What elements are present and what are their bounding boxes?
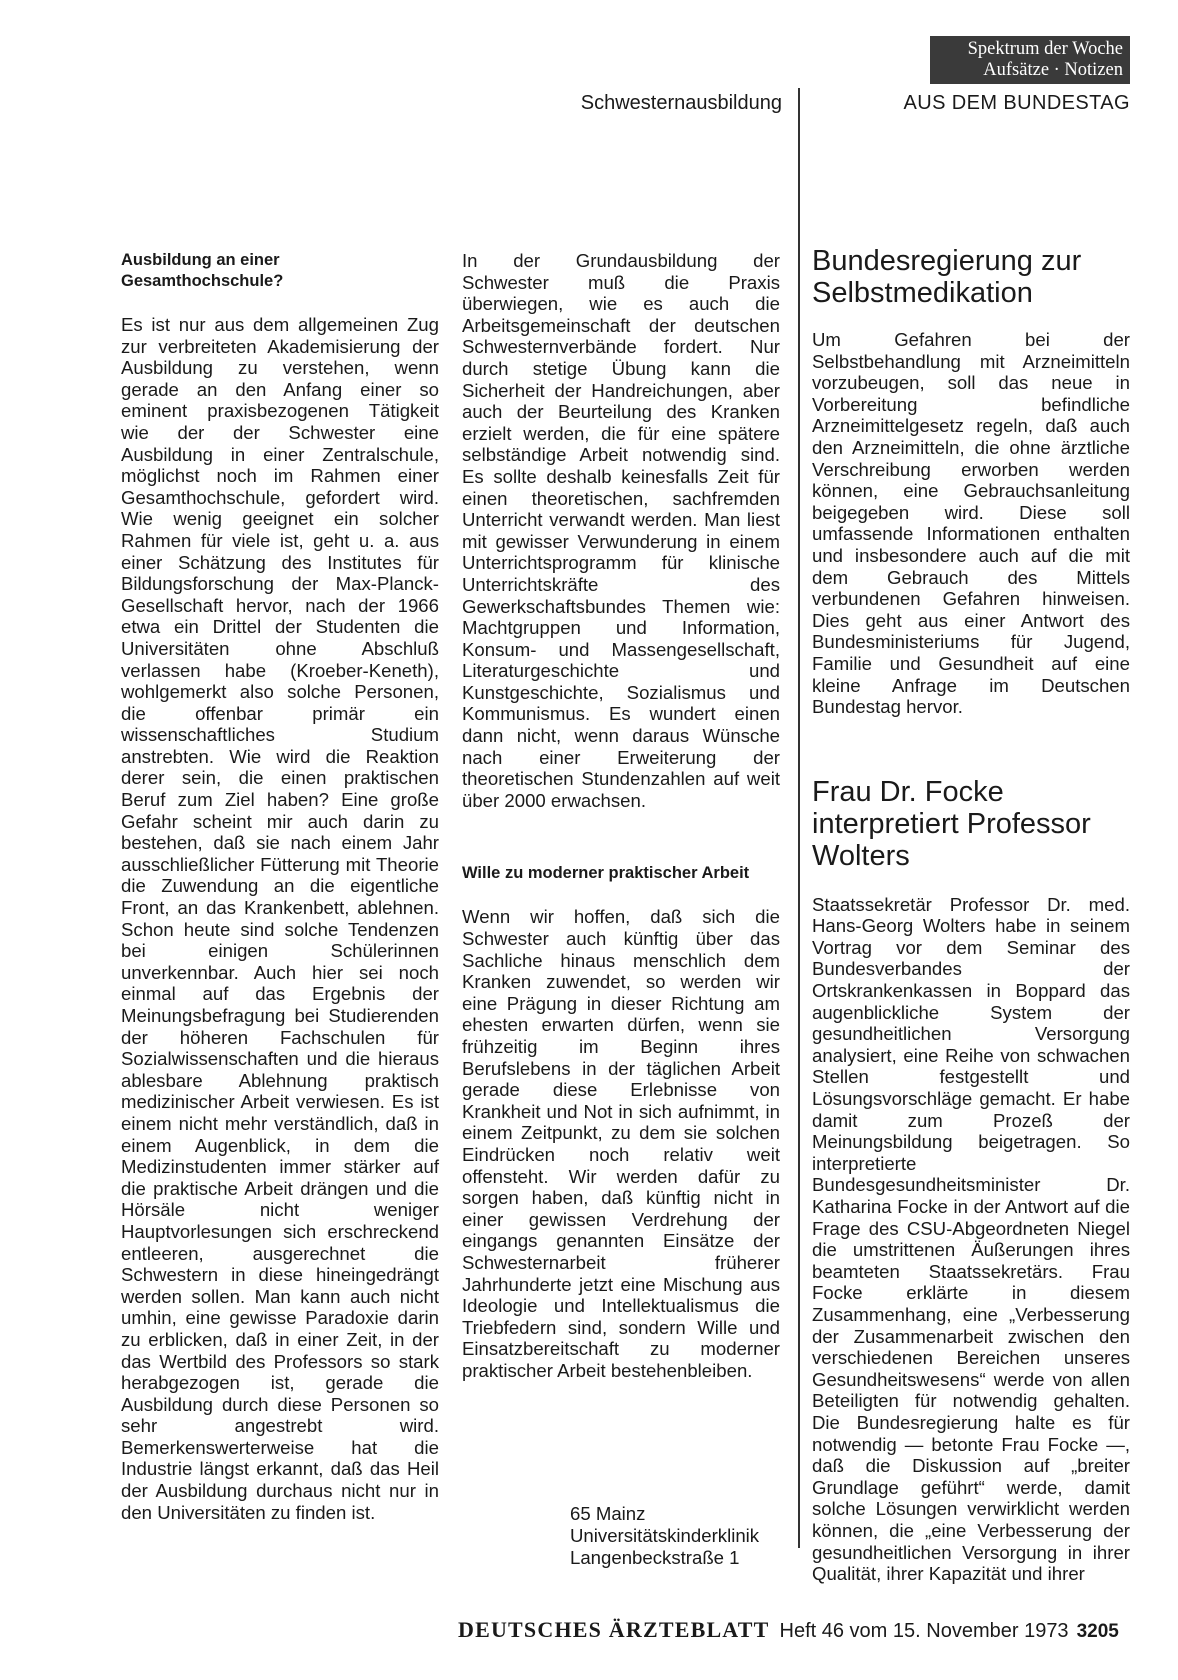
issue-info: Heft 46 vom 15. November 1973 <box>779 1620 1069 1642</box>
section-title-left: Schwesternausbildung <box>580 92 782 114</box>
page-number: 3205 <box>1076 1621 1119 1642</box>
subheading-praktische-arbeit: Wille zu moderner praktischer Arbeit <box>462 864 750 883</box>
paragraph: Staatssekretär Professor Dr. med. Hans-Georg Wolters habe in seinem Vortrag vor dem Seminar des Bundesverbandes der Ortskrankenkassen in Boppard das augenblickliche System der gesundheitlichen Versorgung analysiert, eine Reihe von schwachen Stellen festgestellt und Lösungsvorschläge gemacht. Er habe damit zum Prozeß der Meinungsbildung beigetragen. So interpretierte Bundesgesundheitsminister Dr. Katharina Focke in der Antwort auf die Frage des CSU-Abgeordneten Niegel die umstrittenen Äußerungen ihres beamteten Staatssekretärs. Frau Focke erklärte in diesem Zusammenhang, eine „Verbesserung der Zusammenarbeit zwischen den verschiedenen Bereichen unseres Gesundheitswesens“ werde von allen Beteiligten für notwendig gehalten. Die Bundesregierung halte es für notwendig — betonte Frau Focke —, daß die Diskussion auf „breiter Grundlage geführt“ werde, damit solche Lösungen verwirklicht werden können, die „eine Verbesserung der gesundheitlichen Versorgung in ihrer Qualität, ihrer Kapazität und ihrer <box>812 893 1130 1585</box>
page-footer <box>458 1617 1130 1643</box>
paragraph: Wenn wir hoffen, daß sich die Schwester auch künftig über das Sachliche hinaus menschlich dem Kranken zuwendet, so werden wir eine Prägung in dieser Richtung am ehesten erwarten dürfen, wenn sie frühzeitig im Beginn ihres Berufslebens in der täglichen Arbeit gerade diese Erlebnisse von Krankheit und Not in sich aufnimmt, in einem Zeitpunkt, zu dem sie solchen Eindrücken noch relativ weit offensteht. Wir werden dafür zu sorgen haben, daß künftig nicht in einer gewissen Verdrehung der eingangs genannten Einsätze der Schwesternarbeit früherer Jahrhunderte jetzt eine Mischung aus Ideologie und Intellektualismus die Triebfedern sind, sondern Wille und Einsatzbereitschaft zu moderner praktischer Arbeit bestehenbleiben. <box>462 906 780 1381</box>
section-badge <box>930 36 1130 84</box>
spacer <box>812 309 1130 329</box>
article-column-1 <box>121 250 439 1523</box>
spacer <box>812 718 1130 776</box>
paragraph: Um Gefahren bei der Selbstbehandlung mit Arzneimitteln vorzubeugen, soll das neue in Vorbereitung befindliche Arzneimittelgesetz regeln, daß auch den Arzneimitteln, die ohne ärztliche Verschreibung erworben werden können, eine Gebrauchsanleitung beigegeben wird. Diese soll umfassende Informationen enthalten und insbesondere auch auf die mit dem Gebrauch des Mittels verbundenen Gefahren hinweisen. Dies geht aus einer Antwort des Bundesministeriums für Jugend, Familie und Gesundheit auf eine kleine Anfrage im Deutschen Bundestag hervor. <box>812 329 1130 718</box>
section-title-right: AUS DEM BUNDESTAG <box>903 92 1130 114</box>
paragraph: In der Grundausbildung der Schwester muß die Praxis überwiegen, wie es auch die Arbeitsgemeinschaft der deutschen Schwesternverbände fordert. Nur durch stetige Übung kann die Sicherheit der Handreichungen, aber auch der Beurteilung des Kranken erzielt werden, die für eine spätere selbständige Arbeit notwendig sind. Es sollte deshalb keinesfalls Zeit für einen theoretischen, sachfremden Unterricht verwandt werden. Man liest mit gewisser Verwunderung in einem Unterrichtsprogramm für klinische Unterrichtskräfte des Gewerkschaftsbundes Themen wie: Machtgruppen und Information, Konsum- und Massengesellschaft, Literaturgeschichte und Kunstgeschichte, Sozialismus und Kommunismus. Es wundert einen dann nicht, wenn daraus Wünsche nach einer Erweiterung der theoretischen Stundenzahlen auf weit über 2000 erwachsen. <box>462 250 780 811</box>
author-address <box>570 1503 759 1569</box>
headline-selbstmedikation: Bundesregierung zur Selbstmedikation <box>812 245 1082 309</box>
address-line-3: Langenbeckstraße 1 <box>570 1547 740 1568</box>
address-line-2: Universitätskinderklinik <box>570 1525 760 1546</box>
headline-focke-wolters: Frau Dr. Focke interpretiert Professor Wolters <box>812 775 1091 872</box>
column-divider <box>798 88 800 1548</box>
spacer <box>812 872 1130 894</box>
badge-line-2: Aufsätze · Notizen <box>983 60 1123 80</box>
journal-name: DEUTSCHES ÄRZTEBLATT <box>458 1617 770 1642</box>
spacer <box>462 811 780 863</box>
address-line-1: 65 Mainz <box>570 1503 646 1524</box>
news-column <box>812 245 1130 1585</box>
spacer <box>462 884 780 906</box>
spacer <box>121 292 439 314</box>
subheading-gesamthochschule: Ausbildung an einer Gesamthochschule? <box>121 251 284 290</box>
article-column-2 <box>462 250 780 1382</box>
badge-line-1: Spektrum der Woche <box>967 39 1123 59</box>
paragraph: Es ist nur aus dem allgemeinen Zug zur verbreiteten Akademisierung der Ausbildung zu verstehen, wenn gerade an den Anfang einer so eminent praxisbezogenen Tätigkeit wie der der Schwester eine Ausbildung in einer Zentralschule, möglichst noch im Rahmen einer Gesamthochschule, gefordert wird. Wie wenig geeignet ein solcher Rahmen für viele ist, geht u. a. aus einer Schätzung des Institutes für Bildungsforschung der Max-Planck-Gesellschaft hervor, nach der 1966 etwa ein Drittel der Studenten die Universitäten ohne Abschluß verlassen habe (Kroeber-Keneth), wohlgemerkt also solche Personen, die offenbar primär ein wissenschaftliches Studium anstrebten. Wie wird die Reaktion derer sein, die einen praktischen Beruf zum Ziel haben? Eine große Gefahr scheint mir auch darin zu bestehen, daß sie nach einem Jahr ausschließlicher Fütterung mit Theorie die Zuwendung an die eigentliche Front, an das Krankenbett, ablehnen. Schon heute sind solche Tendenzen bei einigen Schülerinnen unverkennbar. Auch hier sei noch einmal auf das Ergebnis der Meinungsbefragung bei Studierenden der höheren Fachschulen für Sozialwissenschaften und die hieraus ablesbare Ablehnung praktisch medizinischer Arbeit verwiesen. Es ist einem nicht mehr verständlich, daß in einem Augenblick, in dem die Medizinstudenten immer stärker auf die praktische Arbeit drängen und die Hörsäle nicht weniger Hauptvorlesungen sich erschreckend entleeren, ausgerechnet die Schwestern in diese hineingedrängt werden sollen. Man kann auch nicht umhin, eine gewisse Paradoxie darin zu erblicken, daß in einer Zeit, in der das Wertbild des Professors so stark herabgezogen ist, gerade die Ausbildung durch diese Personen so sehr angestrebt wird. Bemerkenswerterweise hat die Industrie längst erkannt, daß das Heil der Ausbildung durchaus nicht nur in den Universitäten zu finden ist. <box>121 314 439 1523</box>
